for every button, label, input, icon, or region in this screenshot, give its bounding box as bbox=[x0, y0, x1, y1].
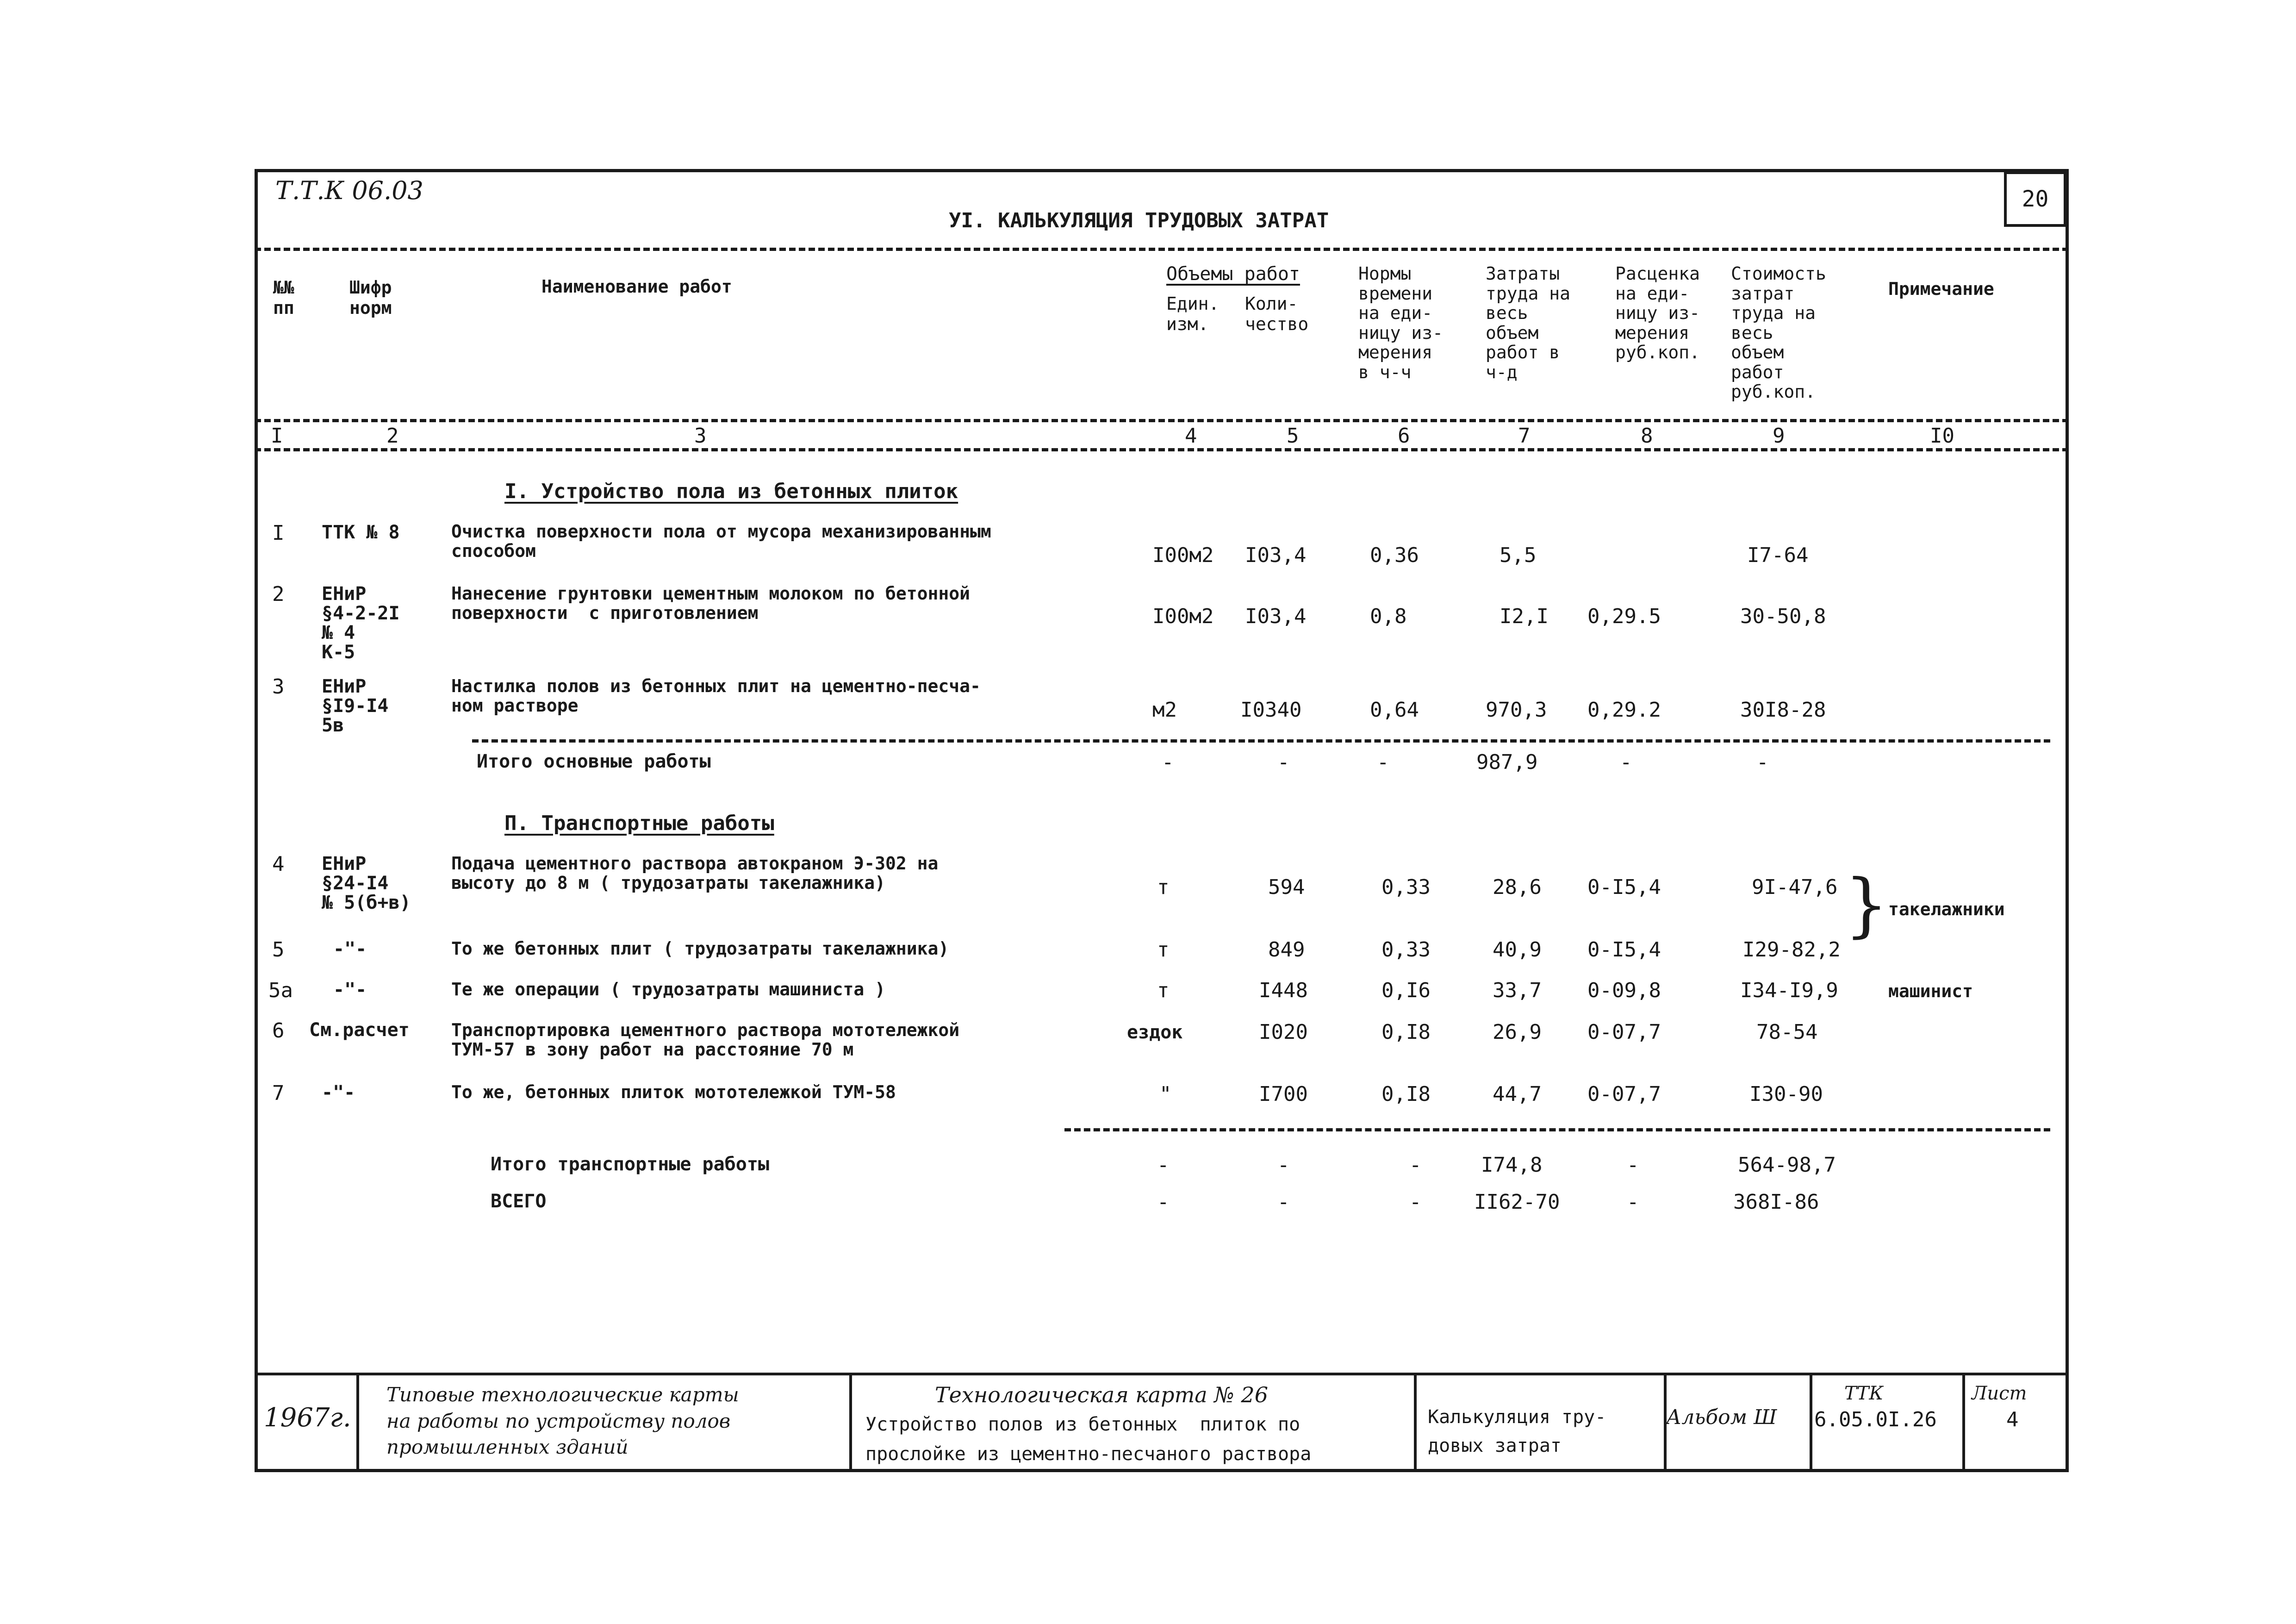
row-1-qty: I03,4 bbox=[1245, 543, 1307, 567]
section-1-total-labor: 987,9 bbox=[1476, 750, 1538, 774]
row-7-unit: " bbox=[1159, 1082, 1172, 1106]
footer-divider-5 bbox=[1810, 1373, 1812, 1472]
row-3-code: ЕНиР §I9-I4 5в bbox=[322, 676, 389, 736]
grand-total-labor: II62-70 bbox=[1474, 1190, 1560, 1214]
row-5a-rate: 0-09,8 bbox=[1587, 979, 1661, 1002]
col-header-10: Примечание bbox=[1888, 279, 1994, 299]
row-4-qty: 594 bbox=[1268, 875, 1305, 899]
col-number-6: 6 bbox=[1398, 424, 1410, 448]
row-2-cost: 30-50,8 bbox=[1740, 605, 1826, 628]
row-6-qty: I020 bbox=[1259, 1020, 1308, 1044]
row-2-labor: I2,I bbox=[1500, 605, 1549, 628]
row-5a-unit: т bbox=[1157, 979, 1170, 1002]
row-2-code: ЕНиР §4-2-2I № 4 К-5 bbox=[322, 583, 400, 663]
row-1-cost: I7-64 bbox=[1747, 543, 1809, 567]
row-2-rate: 0,29.5 bbox=[1587, 605, 1661, 628]
col-header-2: Шифр норм bbox=[349, 277, 392, 318]
row-2-name: Нанесение грунтовки цементным молоком по бетонной поверхности с приготовлением bbox=[451, 583, 971, 623]
row-1-labor: 5,5 bbox=[1500, 543, 1537, 567]
section-1-total-unit: - bbox=[1162, 750, 1174, 774]
row-5-code: -"- bbox=[333, 938, 367, 960]
row-4-number: 4 bbox=[272, 852, 285, 876]
row-3-labor: 970,3 bbox=[1486, 698, 1547, 722]
row-4-code: ЕНиР §24-I4 № 5(б+в) bbox=[322, 853, 411, 913]
col-number-8: 8 bbox=[1641, 424, 1653, 448]
row-3-number: 3 bbox=[272, 675, 285, 699]
row-3-norm: 0,64 bbox=[1370, 698, 1419, 722]
footer-year: 1967г. bbox=[264, 1403, 351, 1433]
row-1-norm: 0,36 bbox=[1370, 543, 1419, 567]
row-7-code: -"- bbox=[322, 1082, 355, 1103]
row-4-labor: 28,6 bbox=[1493, 875, 1542, 899]
grand-total-label: ВСЕГО bbox=[491, 1191, 547, 1212]
row-1-unit: I00м2 bbox=[1152, 543, 1214, 567]
col-header-4: Един. изм. bbox=[1166, 294, 1220, 334]
section-2-total-rate: - bbox=[1627, 1153, 1639, 1177]
row-5-number: 5 bbox=[272, 938, 285, 962]
row-3-cost: 30I8-28 bbox=[1740, 698, 1826, 722]
footer-divider-6 bbox=[1962, 1373, 1965, 1472]
row-4-rate: 0-I5,4 bbox=[1587, 875, 1661, 899]
section-1-title: I. Устройство пола из бетонных плиток bbox=[504, 480, 958, 503]
footer-album: Альбом Ш bbox=[1666, 1405, 1777, 1429]
footer-series: Типовые технологические карты на работы по устройству полов промышленных зданий bbox=[386, 1383, 739, 1459]
footer-divider-1 bbox=[356, 1373, 359, 1472]
row-5-labor: 40,9 bbox=[1493, 938, 1542, 962]
row-7-cost: I30-90 bbox=[1749, 1082, 1823, 1106]
section-1-total-cost: - bbox=[1756, 750, 1769, 774]
column-numbers-top-rule bbox=[255, 419, 2069, 422]
grand-total-norm: - bbox=[1409, 1190, 1422, 1214]
col-number-10: I0 bbox=[1930, 424, 1954, 448]
section-2-total-label: Итого транспортные работы bbox=[491, 1154, 770, 1175]
footer-ttk-label: ТТК bbox=[1844, 1383, 1884, 1404]
section-1-total-rule bbox=[472, 739, 2050, 743]
col-header-1: №№ пп bbox=[273, 277, 294, 318]
row-5a-name: Те же операции ( трудозатраты машиниста ) bbox=[451, 979, 885, 999]
row-5-norm: 0,33 bbox=[1381, 938, 1431, 962]
footer-top-rule bbox=[255, 1373, 2069, 1375]
footer-divider-2 bbox=[849, 1373, 852, 1472]
row-2-unit: I00м2 bbox=[1152, 605, 1214, 628]
col-number-4: 4 bbox=[1185, 424, 1197, 448]
sheet-number: 20 bbox=[2004, 171, 2066, 227]
row-6-name: Транспортировка цементного раствора мототележкой ТУМ-57 в зону работ на расстояние 70 м bbox=[451, 1020, 960, 1060]
row-5a-norm: 0,I6 bbox=[1381, 979, 1431, 1002]
row-7-labor: 44,7 bbox=[1493, 1082, 1542, 1106]
section-2-total-unit: - bbox=[1157, 1153, 1170, 1177]
col-header-3: Наименование работ bbox=[541, 276, 732, 297]
row-3-rate: 0,29.2 bbox=[1587, 698, 1661, 722]
col-number-7: 7 bbox=[1518, 424, 1531, 448]
row-6-rate: 0-07,7 bbox=[1587, 1020, 1661, 1044]
row-2-qty: I03,4 bbox=[1245, 605, 1307, 628]
row-5a-number: 5а bbox=[268, 979, 293, 1002]
footer-card-title: Технологическая карта № 26 bbox=[935, 1382, 1268, 1407]
row-5-name: То же бетонных плит ( трудозатраты такелажника) bbox=[451, 938, 949, 959]
footer-section: Калькуляция тру- довых затрат bbox=[1428, 1406, 1606, 1456]
row-7-rate: 0-07,7 bbox=[1587, 1082, 1661, 1106]
row-6-labor: 26,9 bbox=[1493, 1020, 1542, 1044]
row-5a-code: -"- bbox=[333, 979, 367, 1000]
rigger-brace: } bbox=[1844, 865, 1889, 945]
row-5-unit: т bbox=[1157, 938, 1170, 962]
row-5a-qty: I448 bbox=[1259, 979, 1308, 1002]
row-6-norm: 0,I8 bbox=[1381, 1020, 1431, 1044]
col-header-6: Нормы времени на еди- ницу из- мерения в ч-ч bbox=[1358, 263, 1444, 382]
header-rule bbox=[255, 248, 2069, 251]
grand-total-qty: - bbox=[1277, 1190, 1290, 1214]
row-6-code: См.расчет bbox=[309, 1019, 410, 1041]
row-5a-note: машинист bbox=[1888, 981, 1973, 1001]
row-6-cost: 78-54 bbox=[1756, 1020, 1818, 1044]
footer-list-label: Лист bbox=[1972, 1383, 2027, 1404]
row-1-name: Очистка поверхности пола от мусора механизированным способом bbox=[451, 521, 991, 561]
row-7-qty: I700 bbox=[1259, 1082, 1308, 1106]
section-1-total-label: Итого основные работы bbox=[477, 751, 711, 772]
footer-card-name: Устройство полов из бетонных плиток по прослойке из цементно-песчаного раствора bbox=[865, 1414, 1312, 1465]
row-2-number: 2 bbox=[272, 582, 285, 606]
col-header-9: Стоимость затрат труда на весь объем работ руб.коп. bbox=[1731, 263, 1826, 402]
footer-ttk-code: 6.05.0I.26 bbox=[1814, 1408, 1937, 1431]
column-numbers-bottom-rule bbox=[255, 448, 2069, 451]
grand-total-rate: - bbox=[1627, 1190, 1639, 1214]
row-3-qty: I0340 bbox=[1240, 698, 1302, 722]
col-number-1: I bbox=[271, 424, 283, 448]
row-5-cost: I29-82,2 bbox=[1742, 938, 1841, 962]
row-4-cost: 9I-47,6 bbox=[1752, 875, 1838, 899]
row-1-number: I bbox=[272, 521, 285, 545]
row-7-norm: 0,I8 bbox=[1381, 1082, 1431, 1106]
footer-divider-3 bbox=[1414, 1373, 1417, 1472]
col-number-2: 2 bbox=[386, 424, 399, 448]
row-5-qty: 849 bbox=[1268, 938, 1305, 962]
row-4-unit: т bbox=[1157, 875, 1170, 899]
section-2-total-cost: 564-98,7 bbox=[1738, 1153, 1836, 1177]
row-5a-cost: I34-I9,9 bbox=[1740, 979, 1838, 1002]
row-3-unit: м2 bbox=[1152, 698, 1177, 722]
row-4-norm: 0,33 bbox=[1381, 875, 1431, 899]
doc-code: Т.Т.К 06.03 bbox=[275, 176, 423, 205]
row-4-name: Подача цементного раствора автокраном Э-302 на высоту до 8 м ( трудозатраты такелажника) bbox=[451, 853, 939, 893]
row-2-norm: 0,8 bbox=[1370, 605, 1407, 628]
section-2-total-norm: - bbox=[1409, 1153, 1422, 1177]
col-number-9: 9 bbox=[1773, 424, 1785, 448]
section-1-total-norm: - bbox=[1377, 750, 1389, 774]
section-1-total-qty: - bbox=[1277, 750, 1290, 774]
col-header-volume-group: Объемы работ bbox=[1166, 263, 1300, 285]
col-header-8: Расценка на еди- ницу из- мерения руб.коп. bbox=[1615, 263, 1700, 363]
section-2-total-qty: - bbox=[1277, 1153, 1290, 1177]
row-5-rate: 0-I5,4 bbox=[1587, 938, 1661, 962]
row-6-number: 6 bbox=[272, 1019, 285, 1043]
section-1-total-rate: - bbox=[1620, 750, 1632, 774]
row-6-unit: ездок bbox=[1127, 1022, 1183, 1043]
section-2-title: П. Транспортные работы bbox=[504, 812, 774, 835]
row-4-5-note: такелажники bbox=[1888, 899, 2005, 919]
row-3-name: Настилка полов из бетонных плит на цементно-песча- ном растворе bbox=[451, 676, 981, 716]
row-7-number: 7 bbox=[272, 1081, 285, 1105]
col-number-5: 5 bbox=[1287, 424, 1299, 448]
col-header-7: Затраты труда на весь объем работ в ч-д bbox=[1486, 263, 1571, 382]
col-number-3: 3 bbox=[694, 424, 707, 448]
page-title: УI. КАЛЬКУЛЯЦИЯ ТРУДОВЫХ ЗАТРАТ bbox=[949, 209, 1329, 232]
row-1-code: ТТК № 8 bbox=[322, 522, 400, 543]
section-2-total-rule bbox=[1064, 1128, 2050, 1131]
col-header-5: Коли- чество bbox=[1245, 294, 1309, 334]
footer-list-number: 4 bbox=[2006, 1408, 2019, 1431]
grand-total-unit: - bbox=[1157, 1190, 1170, 1214]
row-7-name: То же, бетонных плиток мототележкой ТУМ-58 bbox=[451, 1082, 896, 1102]
row-5a-labor: 33,7 bbox=[1493, 979, 1542, 1002]
section-2-total-labor: I74,8 bbox=[1481, 1153, 1543, 1177]
grand-total-cost: 368I-86 bbox=[1733, 1190, 1819, 1214]
